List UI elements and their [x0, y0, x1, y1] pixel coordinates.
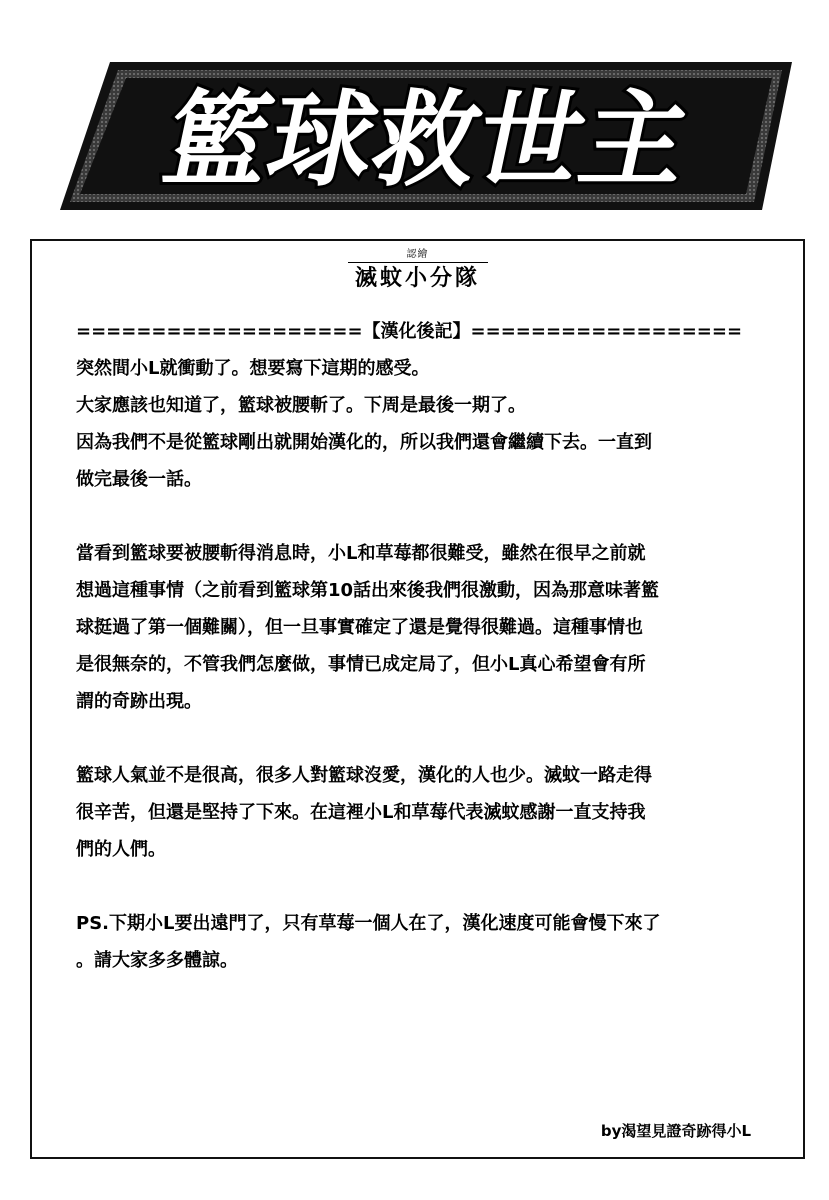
title-logo-art [40, 40, 800, 220]
group-name [32, 249, 803, 291]
group-small-label: 認繪 [406, 249, 429, 260]
afterword-text [76, 313, 765, 979]
text-line: 是很無奈的，不管我們怎麼做，事情已成定局了，但小L真心希望會有所 [76, 654, 646, 675]
text-line: 當看到籃球要被腰斬得消息時，小L和草莓都很難受，雖然在很早之前就 [76, 543, 646, 564]
paragraph-gap [76, 720, 765, 757]
text-line: 們的人們。 [76, 839, 166, 860]
text-line: 很辛苦，但還是堅持了下來。在這裡小L和草莓代表滅蚊感謝一直支持我 [76, 802, 646, 823]
group-rule [348, 262, 488, 263]
paragraph-gap [76, 498, 765, 535]
text-line: PS.下期小L要出遠門了，只有草莓一個人在了，漢化速度可能會慢下來了 [76, 913, 661, 934]
text-line: 想過這種事情（之前看到籃球第10話出來後我們很激動，因為那意味著籃 [76, 580, 660, 601]
group-main-label: 滅蚊小分隊 [354, 265, 480, 291]
title-logo-text: 籃球救世主 [153, 79, 700, 201]
text-line: 謂的奇跡出現。 [76, 691, 202, 712]
afterword-box [30, 239, 805, 1159]
text-line: 突然間小L就衝動了。想要寫下這期的感受。 [76, 358, 430, 379]
text-line: 籃球人氣並不是很高，很多人對籃球沒愛，漢化的人也少。滅蚊一路走得 [76, 765, 652, 786]
afterword-header: ===================【漢化後記】================== [76, 321, 743, 342]
signature: by渴望見證奇跡得小L [600, 1122, 751, 1140]
text-line: 做完最後一話。 [76, 469, 202, 490]
text-line: 球挺過了第一個難關），但一旦事實確定了還是覺得很難過。這種事情也 [76, 617, 643, 638]
text-line: 。請大家多多體諒。 [76, 950, 238, 971]
text-line: 大家應該也知道了，籃球被腰斬了。下周是最後一期了。 [76, 395, 526, 416]
paragraph-gap [76, 868, 765, 905]
title-logo [40, 40, 800, 220]
text-line: 因為我們不是從籃球剛出就開始漢化的，所以我們還會繼續下去。一直到 [76, 432, 652, 453]
